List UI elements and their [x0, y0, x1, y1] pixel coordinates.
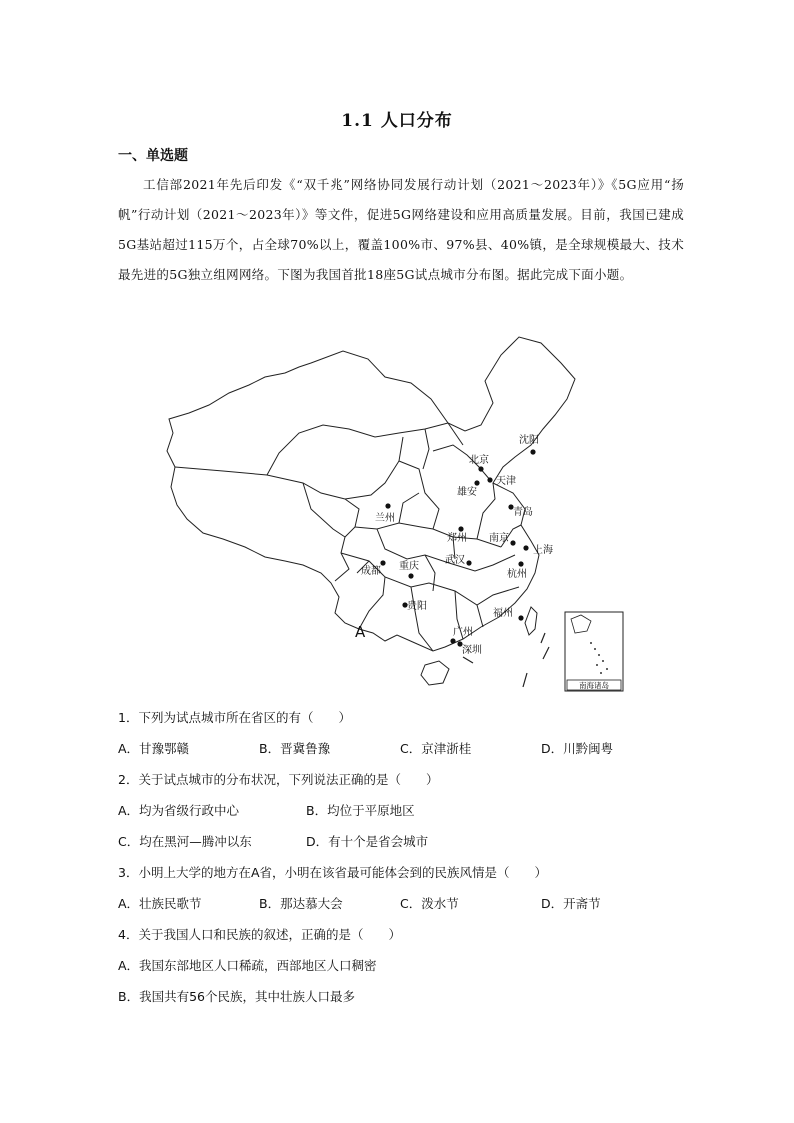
question-3-options	[118, 888, 684, 919]
city-label-beijing: 北京	[469, 455, 489, 466]
passage-text: 工信部2021年先后印发《“双千兆”网络协同发展行动计划（2021～2023年）》《5G应用“扬帆”行动计划（2021～2023年）》等文件，促进5G网络建设和应用高质量发展。目前，我国已建成5G基站超过115万个，占全球70%以上，覆盖100%市、97%县、40%镇，是全球规模最大、技术最先进的5G独立组网网络。下图为我国首批18座5G试点城市分布图。据此完成下面小题。	[118, 177, 684, 282]
question-list	[118, 702, 684, 1012]
option[interactable]: A．壮族民歌节	[118, 896, 202, 911]
city-label-lanzhou: 兰州	[375, 513, 395, 524]
city-label-fuzhou: 福州	[493, 608, 513, 619]
section-heading: 一、单选题	[118, 148, 188, 164]
question-1-options	[118, 733, 684, 764]
option[interactable]: A．甘豫鄂赣	[118, 741, 190, 756]
city-label-chongqing: 重庆	[399, 561, 419, 572]
city-label-shenyang: 沈阳	[519, 435, 539, 446]
inset-label: 南海诸岛	[579, 681, 609, 690]
option[interactable]: D．开斋节	[541, 896, 601, 911]
option[interactable]: B．我国共有56个民族，其中壮族人口最多	[118, 989, 355, 1004]
question-2-options-row-2	[118, 826, 684, 857]
option[interactable]: A．均为省级行政中心	[118, 803, 240, 818]
taiwan-island	[525, 607, 537, 635]
city-label-chengdu: 成都	[361, 566, 381, 577]
option[interactable]: C．京津浙桂	[400, 741, 472, 756]
region-label-a: A	[355, 623, 366, 641]
option[interactable]: D．川黔闽粤	[541, 741, 614, 756]
city-label-guiyang: 贵阳	[407, 601, 427, 612]
option[interactable]: B．那达慕大会	[259, 896, 343, 911]
question-3-stem: 3．小明上大学的地方在A省，小明在该省最可能体会到的民族风情是（ ）	[118, 865, 548, 880]
city-label-qingdao: 青岛	[513, 507, 533, 518]
city-label-xiongan: 雄安	[457, 487, 477, 498]
option[interactable]: C．泼水节	[400, 896, 459, 911]
city-label-nanjing: 南京	[489, 533, 509, 544]
city-label-shenzhen: 深圳	[462, 645, 482, 656]
question-2-options-row-1	[118, 795, 684, 826]
south-china-sea-inset	[565, 612, 623, 691]
question-4-stem: 4．关于我国人口和民族的叙述，正确的是（ ）	[118, 927, 401, 942]
hainan-island	[421, 661, 449, 685]
option[interactable]: B．均位于平原地区	[306, 803, 415, 818]
city-label-guangzhou: 广州	[453, 627, 473, 638]
question-1-stem: 1．下列为试点城市所在省区的有（ ）	[118, 710, 351, 725]
city-label-zhengzhou: 郑州	[447, 533, 467, 544]
option[interactable]: B．晋冀鲁豫	[259, 741, 331, 756]
city-label-hangzhou: 杭州	[507, 569, 527, 580]
page-title: 1.1 人口分布	[341, 111, 453, 131]
city-label-shanghai: 上海	[533, 545, 553, 556]
option[interactable]: D．有十个是省会城市	[306, 834, 429, 849]
china-5g-city-map	[163, 333, 627, 695]
question-2-stem: 2．关于试点城市的分布状况，下列说法正确的是（ ）	[118, 772, 439, 787]
option[interactable]: A．我国东部地区人口稀疏，西部地区人口稠密	[118, 958, 377, 973]
city-label-tianjin: 天津	[496, 476, 516, 487]
option[interactable]: C．均在黑河—腾冲以东	[118, 834, 252, 849]
china-outline	[167, 337, 575, 651]
city-label-wuhan: 武汉	[445, 555, 465, 566]
